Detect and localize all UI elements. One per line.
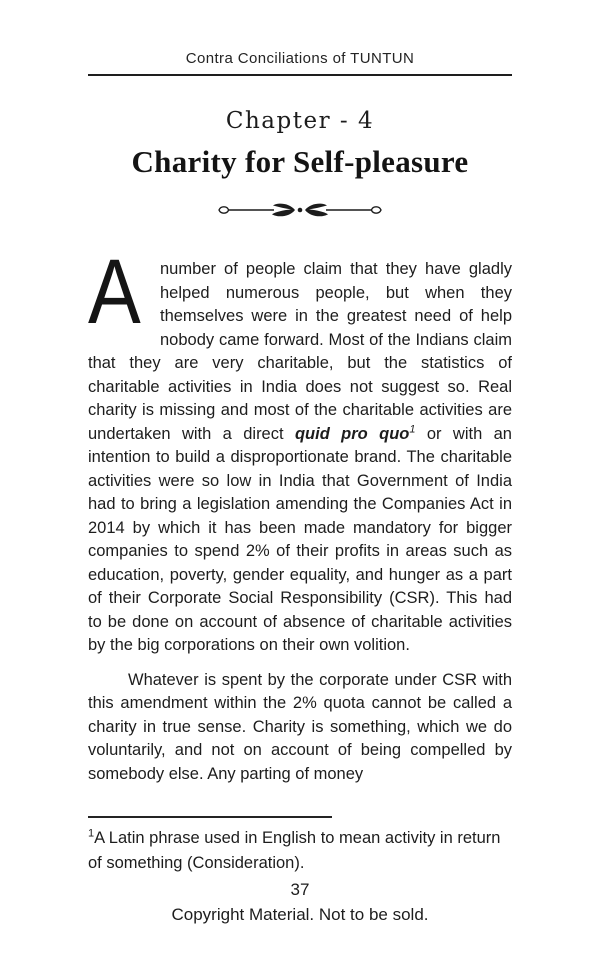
paragraph-2-text: Whatever is spent by the corporate under CSR with this amendment within the 2% quota cannot be called a charity in true sense. Charity is something, which we do voluntarily, and not on account of being compelled by somebody else. Any parting of money <box>88 670 512 783</box>
footnote-text <box>88 826 512 876</box>
footnote <box>88 816 512 876</box>
footnote-marker: 1 <box>88 827 95 840</box>
latin-phrase-emphasis: quid pro quo <box>294 424 410 443</box>
body-text <box>88 241 512 786</box>
footnote-separator-rule <box>88 816 332 818</box>
paragraph-2 <box>88 669 512 787</box>
chapter-label: Chapter - 4 <box>225 108 375 134</box>
page-number: 37 <box>290 880 310 899</box>
section-divider <box>0 200 600 225</box>
footnote-body: A Latin phrase used in English to mean activity in return of something (Consideration). <box>88 829 501 872</box>
paragraph-1-text-continued: or with an intention to build a disproportionate brand. The charitable activities were so low in India that Government of India had to bring a legislation amending the Companies Act in 2014 by which it has been made mandatory for bigger companies to spend 2% of their profits in areas such as education, poverty, gender equality, and hunger as a part of their Corporate Social Responsibility (CSR). This had to be done on account of absence of charitable activities by the big corporations on their own volition. <box>88 424 512 654</box>
divider-flourish-icon <box>216 200 384 220</box>
chapter-title: Charity for Self-pleasure <box>131 144 469 179</box>
paragraph-1 <box>88 241 512 658</box>
copyright-notice: Copyright Material. Not to be sold. <box>171 905 429 924</box>
dropcap-letter: A <box>88 241 141 343</box>
footnote-reference: 1 <box>409 423 416 435</box>
dropcap <box>88 241 144 343</box>
running-header <box>88 50 512 76</box>
page-footer <box>0 880 600 925</box>
running-header-title: Contra Conciliations of TUNTUN <box>185 50 415 67</box>
paragraph-1-text: number of people claim that they have gladly helped numerous people, but when they themselves were in the greatest need of help nobody came forward. Most of the Indians claim that they are very charitable, but the statistics of charitable activities in India does not suggest so. Real charity is missing and most of the charitable activities are undertaken with a direct <box>88 260 512 443</box>
